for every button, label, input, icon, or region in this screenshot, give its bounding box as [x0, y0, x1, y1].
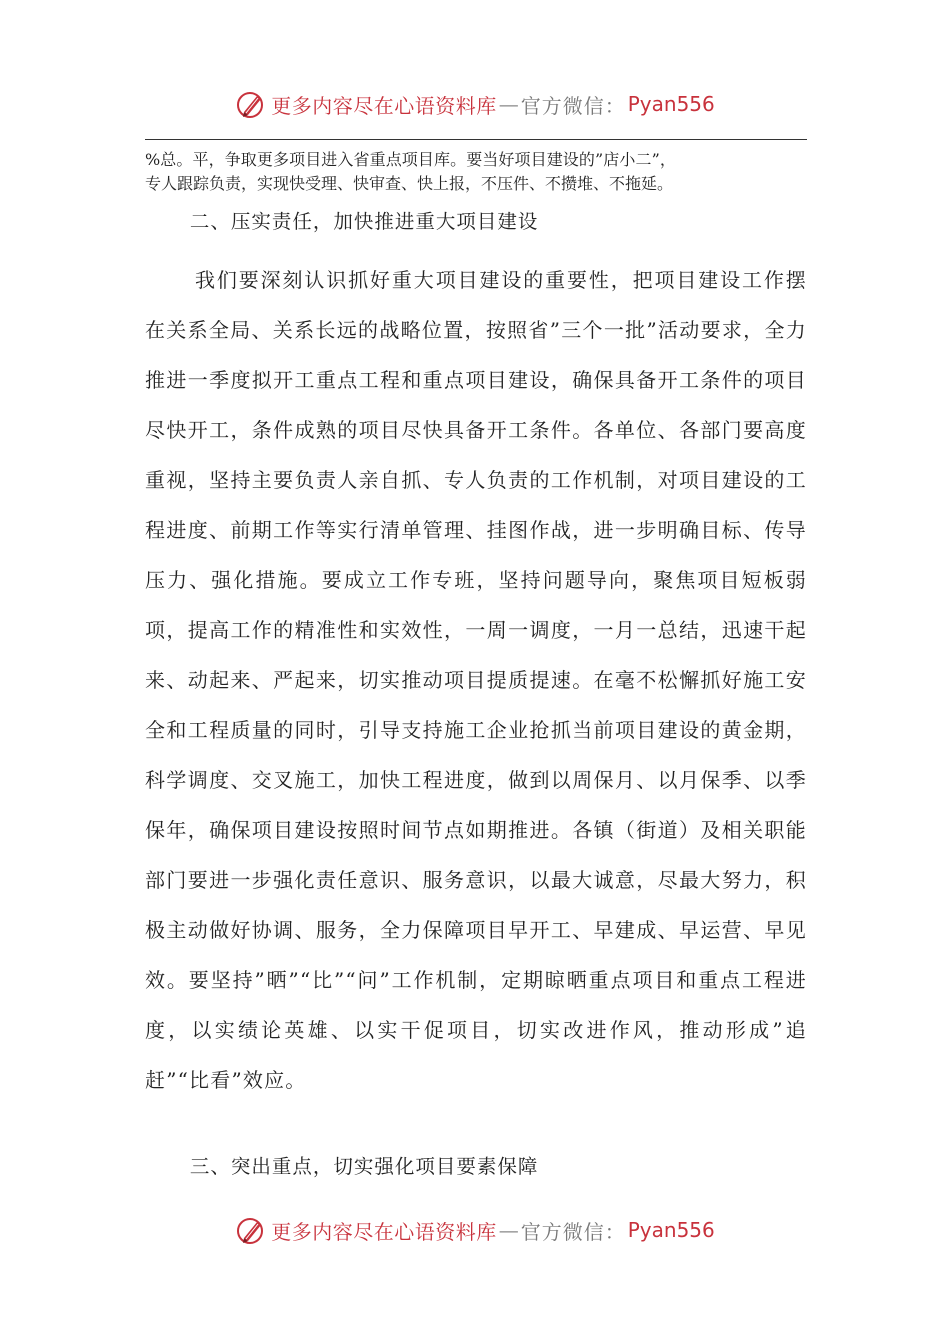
watermark-official-label: 官方微信：	[520, 93, 626, 118]
watermark-wechat-id: Pyan556	[627, 92, 715, 116]
section-2-heading: 二、压实责任，加快推进重大项目建设	[189, 210, 539, 233]
watermark-brand: 更多内容尽在心语资料库	[271, 93, 497, 118]
watermark-separator: —	[498, 1218, 519, 1242]
carryover-text-line-1: %总。平，争取更多项目进入省重点项目库。要当好项目建设的”店小二”，	[145, 150, 676, 169]
watermark-official-label: 官方微信：	[520, 1219, 626, 1244]
section-3-heading: 三、突出重点，切实强化项目要素保障	[189, 1155, 539, 1178]
footer-watermark	[0, 1208, 950, 1252]
header-divider	[145, 139, 807, 140]
watermark-brand: 更多内容尽在心语资料库	[271, 1219, 497, 1244]
watermark-wechat-id: Pyan556	[627, 1218, 715, 1242]
pen-nib-circle-icon	[235, 1214, 267, 1246]
section-2-body-paragraph: 我们要深刻认识抓好重大项目建设的重要性，把项目建设工作摆在关系全局、关系长远的战略位置，按照省”三个一批”活动要求，全力推进一季度拟开工重点工程和重点项目建设，确保具备开工条件的项目尽快开工，条件成熟的项目尽快具备开工条件。各单位、各部门要高度重视，坚持主要负责人亲自抓、专人负责的工作机制，对项目建设的工程进度、前期工作等实行清单管理、挂图作战，进一步明确目标、传导压力、强化措施。要成立工作专班，坚持问题导向，聚焦项目短板弱项，提高工作的精准性和实效性，一周一调度，一月一总结，迅速干起来、动起来、严起来，切实推动项目提质提速。在毫不松懈抓好施工安全和工程质量的同时，引导支持施工企业抢抓当前项目建设的黄金期，科学调度、交叉施工，加快工程进度，做到以周保月、以月保季、以季保年，确保项目建设按照时间节点如期推进。各镇（街道）及相关职能部门要进一步强化责任意识、服务意识，以最大诚意，尽最大努力，积极主动做好协调、服务，全力保障项目早开工、早建成、早运营、早见效。要坚持”晒”“比”“问”工作机制，定期晾晒重点项目和重点工程进度，以实绩论英雄、以实干促项目，切实改进作风，推动形成”追赶”“比看”效应。	[145, 268, 807, 1092]
pen-nib-circle-icon	[235, 88, 267, 120]
header-watermark	[0, 82, 950, 126]
watermark-separator: —	[498, 92, 519, 116]
carryover-text-line-2: 专人跟踪负责，实现快受理、快审查、快上报，不压件、不攒堆、不拖延。	[145, 174, 674, 193]
